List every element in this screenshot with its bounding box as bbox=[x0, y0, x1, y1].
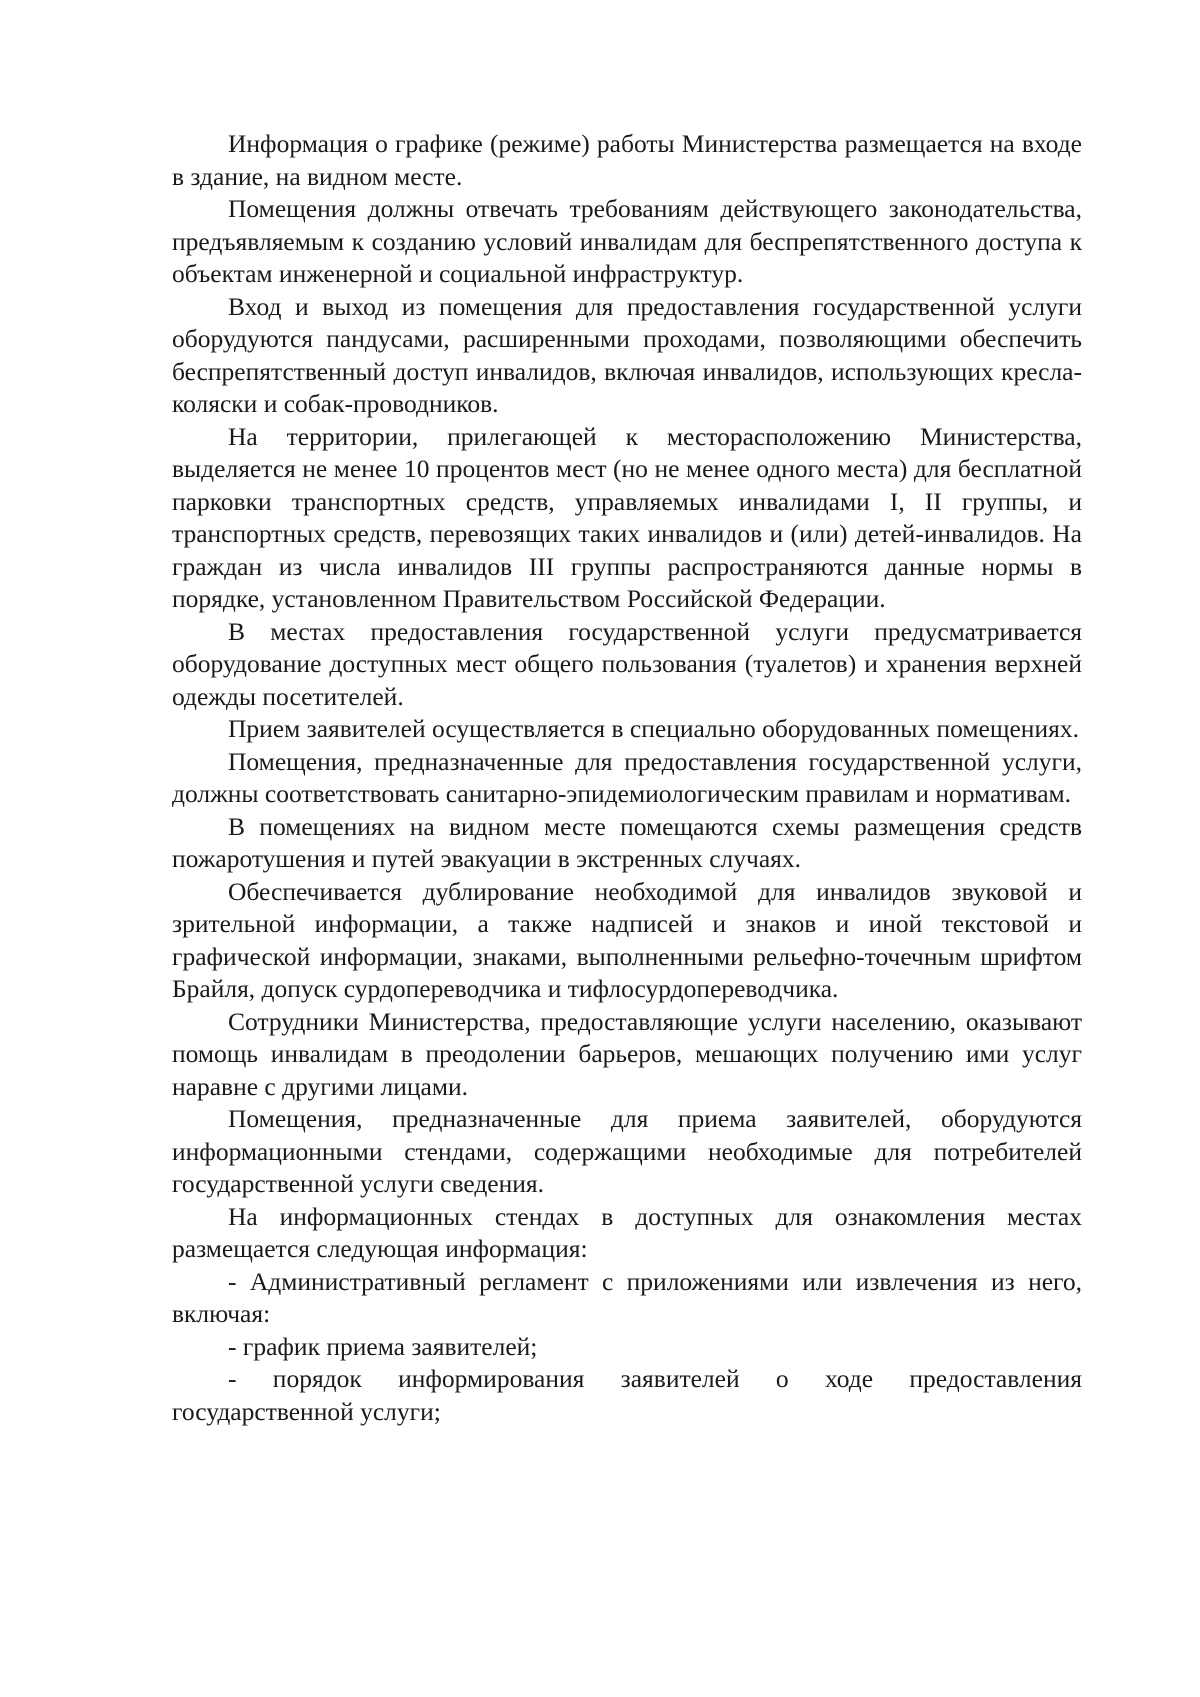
paragraph-sanitary-rules: Помещения, предназначенные для предоставления государственной услуги, должны соответствовать санитарно-эпидемиологическим правилам и нормативам. bbox=[172, 746, 1082, 808]
paragraph-entrance-ramps: Вход и выход из помещения для предоставления государственной услуги оборудуются пандусами, расширенными проходами, позволяющими обеспечить беспрепятственный доступ инвалидов, включая инвалидов, использующих кресла-коляски и собак-проводников. bbox=[172, 291, 1082, 418]
list-item-regulation: - Административный регламент с приложениями или извлечения из него, включая: bbox=[172, 1266, 1082, 1328]
paragraph-staff-assistance: Сотрудники Министерства, предоставляющие услуги населению, оказывают помощь инвалидам в преодолении барьеров, мешающих получению ими услуг наравне с другими лицами. bbox=[172, 1006, 1082, 1101]
paragraph-parking: На территории, прилегающей к месторасположению Министерства, выделяется не менее 10 процентов мест (но не менее одного места) для бесплатной парковки транспортных средств, управляемых инвалидами I, II группы, и транспортных средств, перевозящих таких инвалидов и (или) детей-инвалидов. На граждан из числа инвалидов III группы распространяются данные нормы в порядке, установленном Правительством Российской Федерации. bbox=[172, 421, 1082, 613]
paragraph-info-stands: Помещения, предназначенные для приема заявителей, оборудуются информационными стендами, содержащими необходимые для потребителей государственной услуги сведения. bbox=[172, 1104, 1082, 1198]
document-body bbox=[172, 128, 1082, 1428]
list-item-reception-schedule: - график приема заявителей; bbox=[228, 1331, 538, 1361]
paragraph-braille-duplication: Обеспечивается дублирование необходимой для инвалидов звуковой и зрительной информации, а также надписей и знаков и иной текстовой и графической информации, знаками, выполненными рельефно-точечным шрифтом Брайля, допуск сурдопереводчика и тифлосурдопереводчика. bbox=[172, 876, 1082, 1003]
paragraph-public-facilities: В местах предоставления государственной услуги предусматривается оборудование доступных мест общего пользования (туалетов) и хранения верхней одежды посетителей. bbox=[172, 616, 1082, 711]
paragraph-schedule-info: Информация о графике (режиме) работы Министерства размещается на входе в здание, на видном месте. bbox=[172, 129, 1082, 191]
paragraph-reception-rooms: Прием заявителей осуществляется в специально оборудованных помещениях. bbox=[228, 714, 1079, 743]
paragraph-evacuation-plans: В помещениях на видном месте помещаются схемы размещения средств пожаротушения и путей эвакуации в экстренных случаях. bbox=[172, 811, 1082, 873]
paragraph-stand-contents: На информационных стендах в доступных для ознакомления местах размещается следующая информация: bbox=[172, 1201, 1082, 1263]
paragraph-premises-requirements: Помещения должны отвечать требованиям действующего законодательства, предъявляемым к созданию условий инвалидам для беспрепятственного доступа к объектам инженерной и социальной инфраструктур. bbox=[172, 194, 1082, 288]
list-item-informing-procedure: - порядок информирования заявителей о ходе предоставления государственной услуги; bbox=[172, 1364, 1082, 1426]
